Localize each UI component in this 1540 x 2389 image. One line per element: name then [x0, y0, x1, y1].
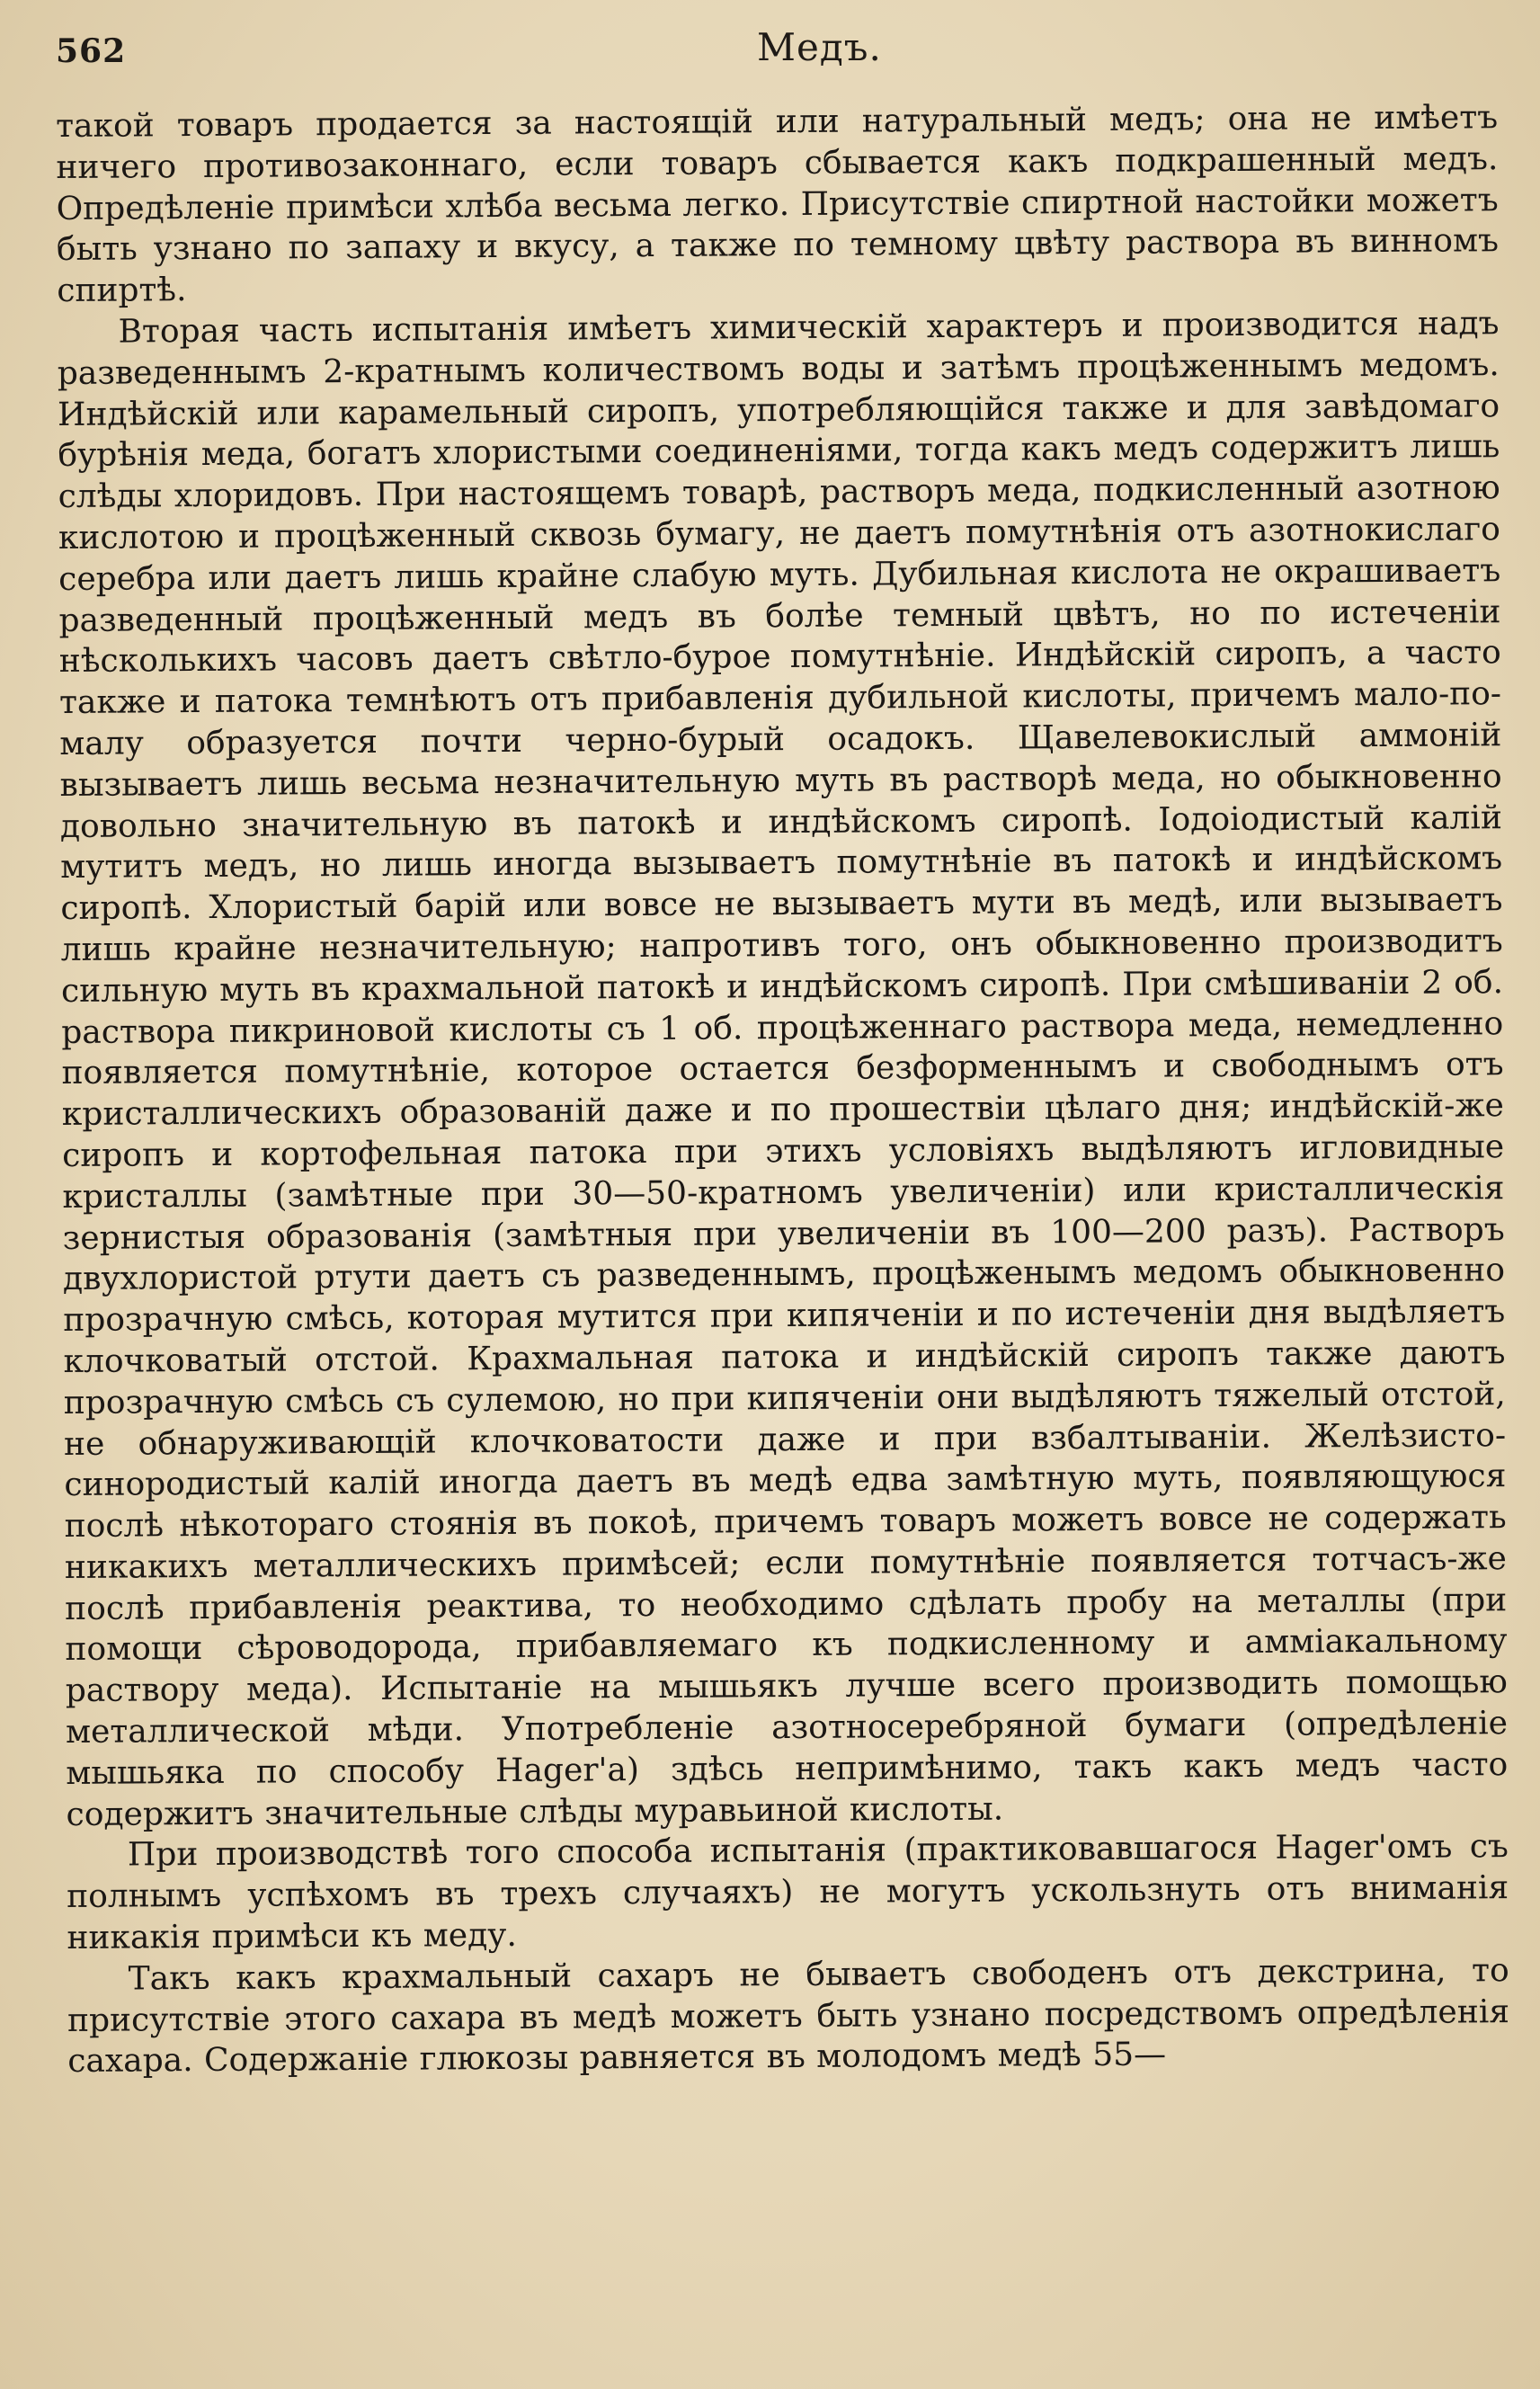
- paragraph-continuation: такой товаръ продается за настоящій или натуральный медъ; она не имѣетъ ничего противозаконнаго, если товаръ сбывается какъ подкрашенный медъ. Опредѣленіе примѣси хлѣба весьма легко. Присутствіе спиртной настойки можетъ быть узнано по запаху и вкусу, а также по темному цвѣту раствора въ винномъ спиртѣ.: [56, 99, 1500, 310]
- paragraph-chemical-testing: Вторая часть испытанія имѣетъ химическій характеръ и производится надъ разведеннымъ 2-кратнымъ количествомъ воды и затѣмъ процѣженнымъ медомъ. Индѣйскій или карамельный сиропъ, употребляющійся также и для завѣдомаго бурѣнія меда, богатъ хлористыми соединеніями, тогда какъ медъ содержитъ лишь слѣды хлоридовъ. При настоящемъ товарѣ, растворъ меда, подкисленный азотною кислотою и процѣженный сквозь бумагу, не даетъ помутнѣнія отъ азотнокислаго серебра или даетъ лишь крайне слабую муть. Дубильная кислота не окрашиваетъ разведенный процѣженный медъ въ болѣе темный цвѣтъ, но по истеченіи нѣсколькихъ часовъ даетъ свѣтло-бурое помутнѣніе. Индѣйскій сиропъ, а часто также и патока темнѣютъ отъ прибавленія дубильной кислоты, причемъ мало-по-малу образуется почти черно-бурый осадокъ. Щавелевокислый аммоній вызываетъ лишь весьма незначительную муть въ растворѣ меда, но обыкновенно довольно значительную въ патокѣ и индѣйскомъ сиропѣ. Іодоіодистый калій мутитъ медъ, но лишь иногда вызываетъ помутнѣніе въ патокѣ и индѣйскомъ сиропѣ. Хлористый барій или вовсе не вызываетъ мути въ медѣ, или вызываетъ лишь крайне незначительную; напротивъ того, онъ обыкновенно производитъ сильную муть въ крахмальной патокѣ и индѣйскомъ сиропѣ. При смѣшиваніи 2 об. раствора пикриновой кислоты съ 1 об. процѣженнаго раствора меда, немедленно появляется помутнѣніе, которое остается безформеннымъ и свободнымъ отъ кристаллическихъ образованій даже и по прошествіи цѣлаго дня; индѣйскій-же сиропъ и кортофельная патока при этихъ условіяхъ выдѣляютъ игловидные кристаллы (замѣтные при 30—50-кратномъ увеличеніи) или кристаллическія зернистыя образованія (замѣтныя при увеличеніи въ 100—200 разъ). Растворъ двухлористой ртути даетъ съ разведеннымъ, процѣженымъ медомъ обыкновенно прозрачную смѣсь, которая мутится при кипяченіи и по истеченіи дня выдѣляетъ клочковатый отстой. Крахмальная патока и индѣйскій сиропъ также даютъ прозрачную смѣсь съ сулемою, но при кипяченіи они выдѣляютъ тяжелый отстой, не обнаруживающій клочковатости даже и при взбалтываніи. Желѣзисто-синородистый калій иногда даетъ въ медѣ едва замѣтную муть, появляющуюся послѣ нѣкотораго стоянія въ покоѣ, причемъ товаръ можетъ вовсе не содержать никакихъ металлическихъ примѣсей; если помутнѣніе появляется тотчасъ-же послѣ прибавленія реактива, то необходимо сдѣлать пробу на металлы (при помощи сѣроводорода, прибавляемаго къ подкисленному и амміакальному раствору меда). Испытаніе на мышьякъ лучше всего производить помощью металлической мѣди. Употребленіе азотносеребряной бумаги (опредѣленіе мышьяка по способу Hager'а) здѣсь непримѣнимо, такъ какъ медъ часто содержитъ значительные слѣды муравьиной кислоты.: [57, 305, 1509, 1833]
- running-title: Медъ.: [757, 25, 882, 69]
- running-head: [0, 25, 1540, 79]
- paragraph-hager-method: При производствѣ того способа испытанія (практиковавшагося Hager'омъ съ полнымъ успѣхомъ въ трехъ случаяхъ) не могутъ ускользнуть отъ вниманія никакія примѣси къ меду.: [67, 1828, 1509, 1957]
- paragraph-starch-sugar: Такъ какъ крахмальный сахаръ не бываетъ свободенъ отъ декстрина, то присутствіе этого сахара въ медѣ можетъ быть узнано посредствомъ опредѣленія сахара. Содержаніе глюкозы равняется въ молодомъ медѣ 55—: [67, 1952, 1510, 2081]
- body-text: [56, 97, 1511, 2336]
- page-number: 562: [56, 32, 127, 70]
